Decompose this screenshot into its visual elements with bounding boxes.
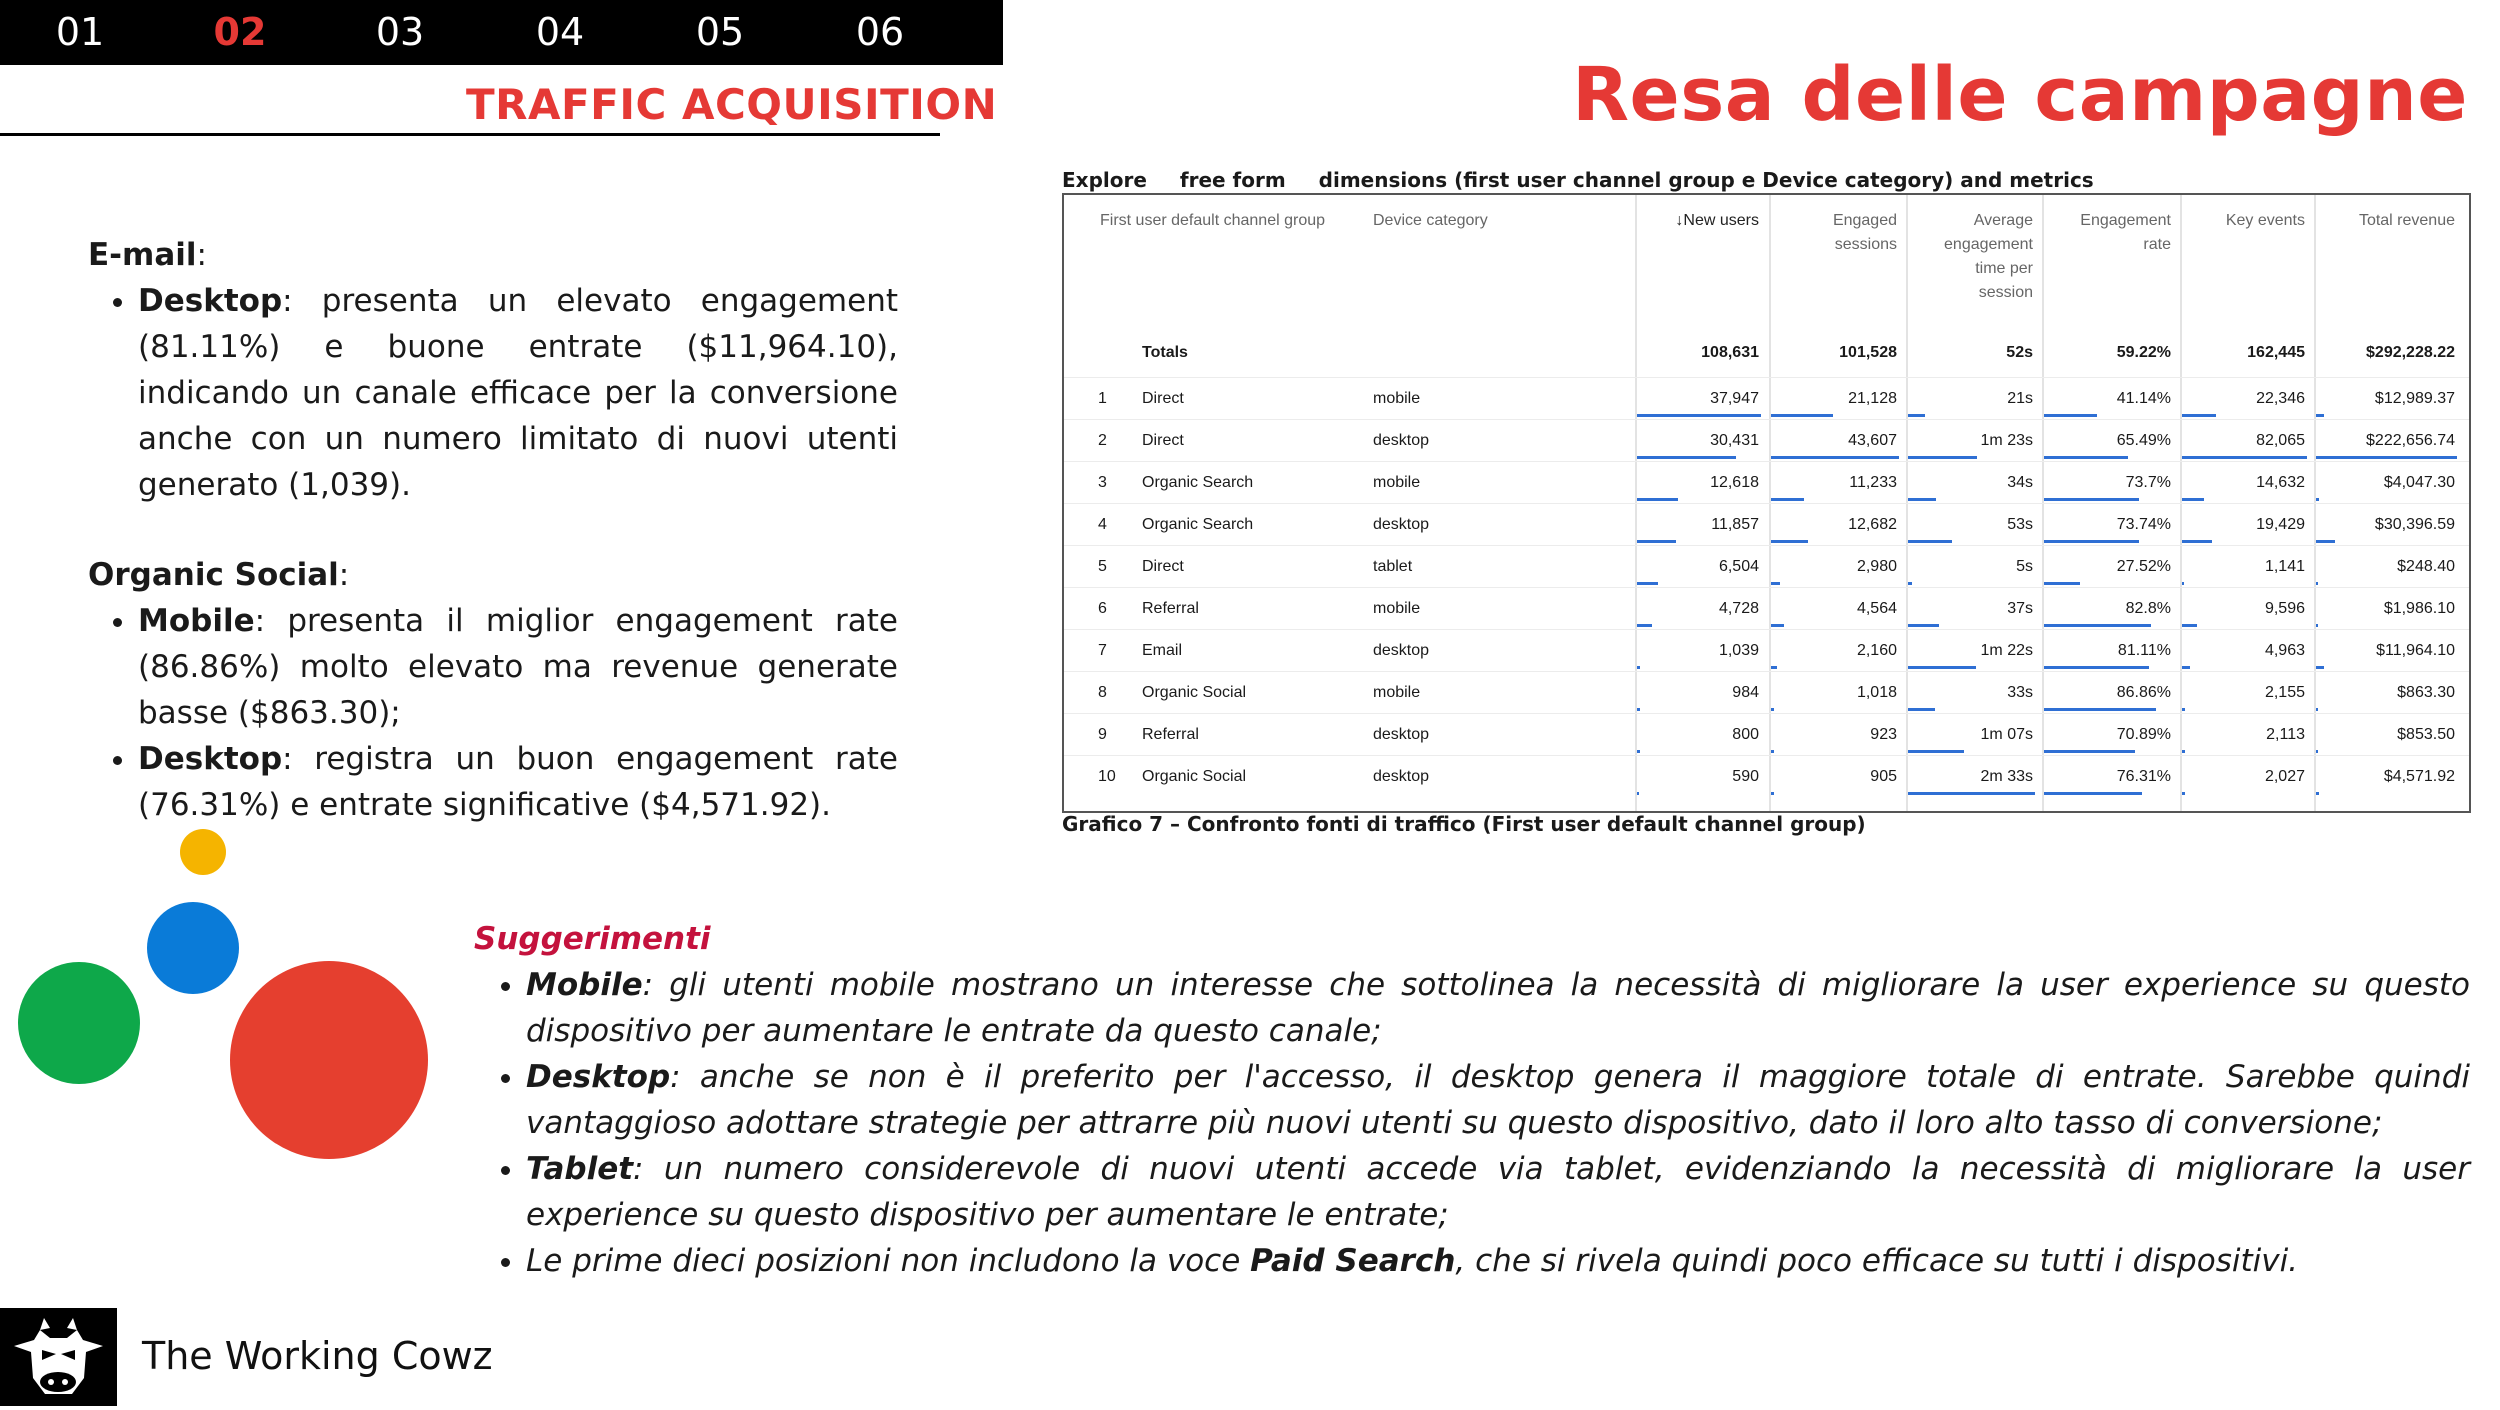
cell-engaged: 2,980 xyxy=(1856,558,1897,575)
cell-device: mobile xyxy=(1373,600,1421,617)
cell-revenue: $863.30 xyxy=(2397,684,2455,701)
totals-revenue: $292,228.22 xyxy=(2366,344,2455,361)
cell-avg: 5s xyxy=(2016,558,2033,575)
suggestion-bold: Paid Search xyxy=(1250,1243,1456,1279)
cell-avg: 2m 33s xyxy=(1980,768,2033,785)
cell-new-users: 11,857 xyxy=(1711,516,1759,533)
header-device[interactable]: Device category xyxy=(1373,212,1488,229)
cell-device: desktop xyxy=(1373,432,1430,449)
cell-key: 9,596 xyxy=(2264,600,2305,617)
cell-channel: Referral xyxy=(1142,726,1199,743)
suggestion-text: , che si rivela quindi poco efficace su tutti i dispositivi. xyxy=(1455,1243,2299,1279)
suggestion-bold: Desktop xyxy=(526,1059,671,1095)
row-index: 7 xyxy=(1098,642,1107,659)
cell-engaged: 21,128 xyxy=(1848,390,1897,407)
row-index: 1 xyxy=(1098,390,1107,407)
header-rate-line1: Engagement xyxy=(2080,212,2171,229)
cell-channel: Email xyxy=(1142,642,1183,659)
cell-revenue: $248.40 xyxy=(2397,558,2455,575)
cell-avg: 34s xyxy=(2007,474,2033,491)
table-row[interactable] xyxy=(1064,545,2469,588)
cell-engaged: 4,564 xyxy=(1856,600,1897,617)
cell-device: desktop xyxy=(1373,726,1430,743)
yellow-circle-icon xyxy=(180,829,226,875)
table-row[interactable] xyxy=(1064,503,2469,546)
nav-item-04[interactable]: 04 xyxy=(535,10,585,54)
nav-item-06[interactable]: 06 xyxy=(855,10,905,54)
cell-rate: 27.52% xyxy=(2116,558,2171,575)
suggestion-item xyxy=(526,1146,2470,1238)
suggestion-text: : anche se non è il preferito per l'accesso, il desktop genera il maggiore totale di entrate. Sarebbe quindi vantaggioso adottare strategie per attrarre più nuovi utenti su questo dispositivo, dato il loro alto tasso di conversione; xyxy=(526,1059,2470,1141)
table-caption-top xyxy=(1062,168,2120,192)
cell-rate: 81.11% xyxy=(2117,642,2171,659)
cell-key: 19,429 xyxy=(2256,516,2305,533)
cell-device: desktop xyxy=(1373,516,1430,533)
cell-channel: Organic Search xyxy=(1142,516,1254,533)
suggestions-title: Suggerimenti xyxy=(474,921,711,957)
totals-label: Totals xyxy=(1142,344,1188,361)
cell-avg: 33s xyxy=(2007,684,2033,701)
cell-new-users: 590 xyxy=(1732,768,1759,785)
row-index: 5 xyxy=(1098,558,1107,575)
cell-revenue: $4,571.92 xyxy=(2383,768,2455,785)
row-index: 2 xyxy=(1098,432,1107,449)
totals-rate: 59.22% xyxy=(2116,344,2171,361)
analytics-table xyxy=(1062,193,2471,813)
list-item-text: : presenta il miglior engagement rate (86.86%) molto elevato ma revenue generate basse ($863.30); xyxy=(138,603,898,731)
cell-new-users: 12,618 xyxy=(1710,474,1759,491)
header-avg-line2: engagement xyxy=(1944,236,2033,253)
header-engaged-line1: Engaged xyxy=(1832,212,1897,229)
table-row[interactable] xyxy=(1064,377,2469,420)
header-avg-line3: time per xyxy=(1975,260,2033,277)
brand-logo xyxy=(0,1308,117,1406)
cell-device: desktop xyxy=(1373,768,1430,785)
table-row[interactable] xyxy=(1064,671,2469,714)
cell-key: 4,963 xyxy=(2264,642,2305,659)
table-row[interactable] xyxy=(1064,419,2469,462)
cell-key: 2,113 xyxy=(2266,726,2305,743)
caption-free-form: free form xyxy=(1179,168,1286,192)
suggestion-text: Le prime dieci posizioni non includono la voce xyxy=(526,1243,1251,1279)
table-caption-bottom: Grafico 7 – Confronto fonti di traffico (First user default channel group) xyxy=(1062,812,1866,836)
section-title: TRAFFIC ACQUISITION xyxy=(466,80,998,129)
cell-rate: 73.74% xyxy=(2116,516,2171,533)
email-heading: E-mail xyxy=(88,237,197,273)
cell-avg: 1m 22s xyxy=(1980,642,2033,659)
cell-channel: Referral xyxy=(1142,600,1199,617)
suggestion-item xyxy=(526,1054,2470,1146)
header-rate-line2: rate xyxy=(2143,236,2171,253)
cell-rate: 73.7% xyxy=(2125,474,2171,491)
list-item xyxy=(138,278,898,508)
cell-rate: 86.86% xyxy=(2116,684,2171,701)
cell-device: mobile xyxy=(1373,474,1421,491)
cell-avg: 53s xyxy=(2007,516,2033,533)
header-total-revenue[interactable]: Total revenue xyxy=(2358,212,2455,229)
row-index: 6 xyxy=(1098,600,1107,617)
cell-new-users: 800 xyxy=(1732,726,1759,743)
cell-channel: Organic Social xyxy=(1142,684,1247,701)
list-item-text: : registra un buon engagement rate (76.31%) e entrate significative ($4,571.92). xyxy=(138,741,898,823)
totals-engaged: 101,528 xyxy=(1839,344,1897,361)
cell-key: 82,065 xyxy=(2256,432,2305,449)
cell-new-users: 37,947 xyxy=(1710,390,1759,407)
header-avg-line4: session xyxy=(1978,284,2033,301)
row-index: 9 xyxy=(1098,726,1107,743)
nav-item-02[interactable]: 02 xyxy=(213,10,267,54)
row-index: 10 xyxy=(1098,768,1116,785)
cell-avg: 1m 23s xyxy=(1980,432,2033,449)
cell-new-users: 984 xyxy=(1732,684,1759,701)
cell-revenue: $1,986.10 xyxy=(2383,600,2455,617)
header-avg-engagement-time[interactable] xyxy=(1910,209,2033,305)
cell-engaged: 1,018 xyxy=(1856,684,1897,701)
header-avg-line1: Average xyxy=(1973,212,2033,229)
table-row[interactable] xyxy=(1064,629,2469,672)
cell-key: 14,632 xyxy=(2256,474,2305,491)
section-divider xyxy=(0,133,940,136)
organic-social-list xyxy=(88,598,898,828)
cell-device: desktop xyxy=(1373,642,1430,659)
cell-key: 2,155 xyxy=(2264,684,2305,701)
blue-circle-icon xyxy=(147,902,239,994)
cell-rate: 76.31% xyxy=(2116,768,2171,785)
list-item-text: : presenta un elevato engagement (81.11%) e buone entrate ($11,964.10), indicando un canale efficace per la conversione anche con un numero limitato di nuovi utenti generato (1,039). xyxy=(138,283,898,503)
cell-device: mobile xyxy=(1373,684,1421,701)
table-row[interactable] xyxy=(1064,461,2469,504)
header-new-users[interactable]: ↓New users xyxy=(1675,212,1759,229)
suggestion-item xyxy=(526,1238,2470,1284)
suggestions xyxy=(474,916,2470,1284)
row-index: 4 xyxy=(1098,516,1107,533)
cell-key: 2,027 xyxy=(2264,768,2305,785)
cell-key: 1,141 xyxy=(2264,558,2305,575)
cell-channel: Organic Social xyxy=(1142,768,1247,785)
list-item-bold: Desktop xyxy=(138,283,283,319)
list-item-bold: Desktop xyxy=(138,741,283,777)
channel-analysis: E-mail: • Desktop: presenta un elevato engagement (81.11%) e buone entrate ($11,964.10), indicando un canale efficace per la conversione anche con un numero limitato di nuovi utenti generato (1,039). Organic Social: • Mobile: presenta il miglior engagement rate (86.86%) molto elevato ma revenue generate basse ($863.30); • Desktop: registra un buon engagement rate (76.31%) e entrate significative ($4,571.92). xyxy=(88,232,898,872)
totals-new-users: 108,631 xyxy=(1701,344,1759,361)
cell-new-users: 4,728 xyxy=(1718,600,1759,617)
cell-new-users: 30,431 xyxy=(1710,432,1759,449)
cow-logo-icon xyxy=(0,1308,117,1406)
caption-dimensions: dimensions (first user channel group e Device category) and metrics xyxy=(1318,168,2094,192)
suggestions-list xyxy=(474,962,2470,1284)
header-engaged-sessions[interactable] xyxy=(1773,209,1897,257)
header-key-events[interactable]: Key events xyxy=(2225,212,2305,229)
suggestion-item xyxy=(526,962,2470,1054)
organic-social-heading: Organic Social xyxy=(88,557,339,593)
totals-key-events: 162,445 xyxy=(2247,344,2305,361)
row-index: 8 xyxy=(1098,684,1107,701)
cell-avg: 21s xyxy=(2007,390,2033,407)
cell-revenue: $222,656.74 xyxy=(2366,432,2455,449)
cell-rate: 41.14% xyxy=(2116,390,2171,407)
suggestion-bold: Tablet xyxy=(526,1151,634,1187)
cell-channel: Direct xyxy=(1142,432,1184,449)
table-row[interactable] xyxy=(1064,587,2469,630)
cell-engaged: 905 xyxy=(1870,768,1897,785)
totals-avg-time: 52s xyxy=(2006,344,2033,361)
page-title: Resa delle campagne xyxy=(1572,52,2468,138)
caption-explore: Explore xyxy=(1062,168,1147,192)
cell-revenue: $11,964.10 xyxy=(2376,642,2455,659)
cell-avg: 37s xyxy=(2007,600,2033,617)
table-row[interactable] xyxy=(1064,713,2469,756)
nav-item-03[interactable]: 03 xyxy=(375,10,425,54)
suggestion-text: : un numero considerevole di nuovi utenti accede via tablet, evidenziando la necessità di migliorare la user experience su questo dispositivo per aumentare le entrate; xyxy=(526,1151,2470,1233)
cell-device: mobile xyxy=(1373,390,1421,407)
header-engaged-line2: sessions xyxy=(1834,236,1897,253)
cell-engaged: 923 xyxy=(1870,726,1897,743)
cell-revenue: $12,989.37 xyxy=(2374,390,2455,407)
cell-engaged: 11,233 xyxy=(1849,474,1897,491)
cell-revenue: $853.50 xyxy=(2397,726,2455,743)
nav-item-01[interactable]: 01 xyxy=(55,10,105,54)
cell-key: 22,346 xyxy=(2256,390,2305,407)
cell-rate: 65.49% xyxy=(2116,432,2171,449)
cell-revenue: $30,396.59 xyxy=(2374,516,2455,533)
cell-rate: 82.8% xyxy=(2125,600,2171,617)
section-nav xyxy=(0,0,1003,65)
suggestion-text: : gli utenti mobile mostrano un interesse che sottolinea la necessità di migliorare la user experience su questo dispositivo per aumentare le entrate da questo canale; xyxy=(526,967,2470,1049)
cell-channel: Direct xyxy=(1142,558,1184,575)
list-item xyxy=(138,736,898,828)
cell-channel: Organic Search xyxy=(1142,474,1254,491)
table-row[interactable] xyxy=(1064,755,2469,798)
cell-rate: 70.89% xyxy=(2116,726,2171,743)
nav-item-05[interactable]: 05 xyxy=(695,10,745,54)
green-circle-icon xyxy=(18,962,140,1084)
cell-new-users: 1,039 xyxy=(1718,642,1759,659)
email-list xyxy=(88,278,898,508)
cell-engaged: 43,607 xyxy=(1848,432,1897,449)
cell-avg: 1m 07s xyxy=(1980,726,2033,743)
list-item xyxy=(138,598,898,736)
row-index: 3 xyxy=(1098,474,1107,491)
brand-name: The Working Cowz xyxy=(142,1334,493,1378)
cell-channel: Direct xyxy=(1142,390,1184,407)
cell-engaged: 12,682 xyxy=(1848,516,1897,533)
list-item-bold: Mobile xyxy=(138,603,255,639)
header-engagement-rate[interactable] xyxy=(2046,209,2171,257)
cell-revenue: $4,047.30 xyxy=(2383,474,2455,491)
totals-row xyxy=(1064,329,2469,377)
suggestion-bold: Mobile xyxy=(526,967,643,1003)
header-channel[interactable]: First user default channel group xyxy=(1100,212,1326,229)
cell-engaged: 2,160 xyxy=(1856,642,1897,659)
cell-device: tablet xyxy=(1373,558,1413,575)
red-circle-icon xyxy=(230,961,428,1159)
cell-new-users: 6,504 xyxy=(1718,558,1759,575)
